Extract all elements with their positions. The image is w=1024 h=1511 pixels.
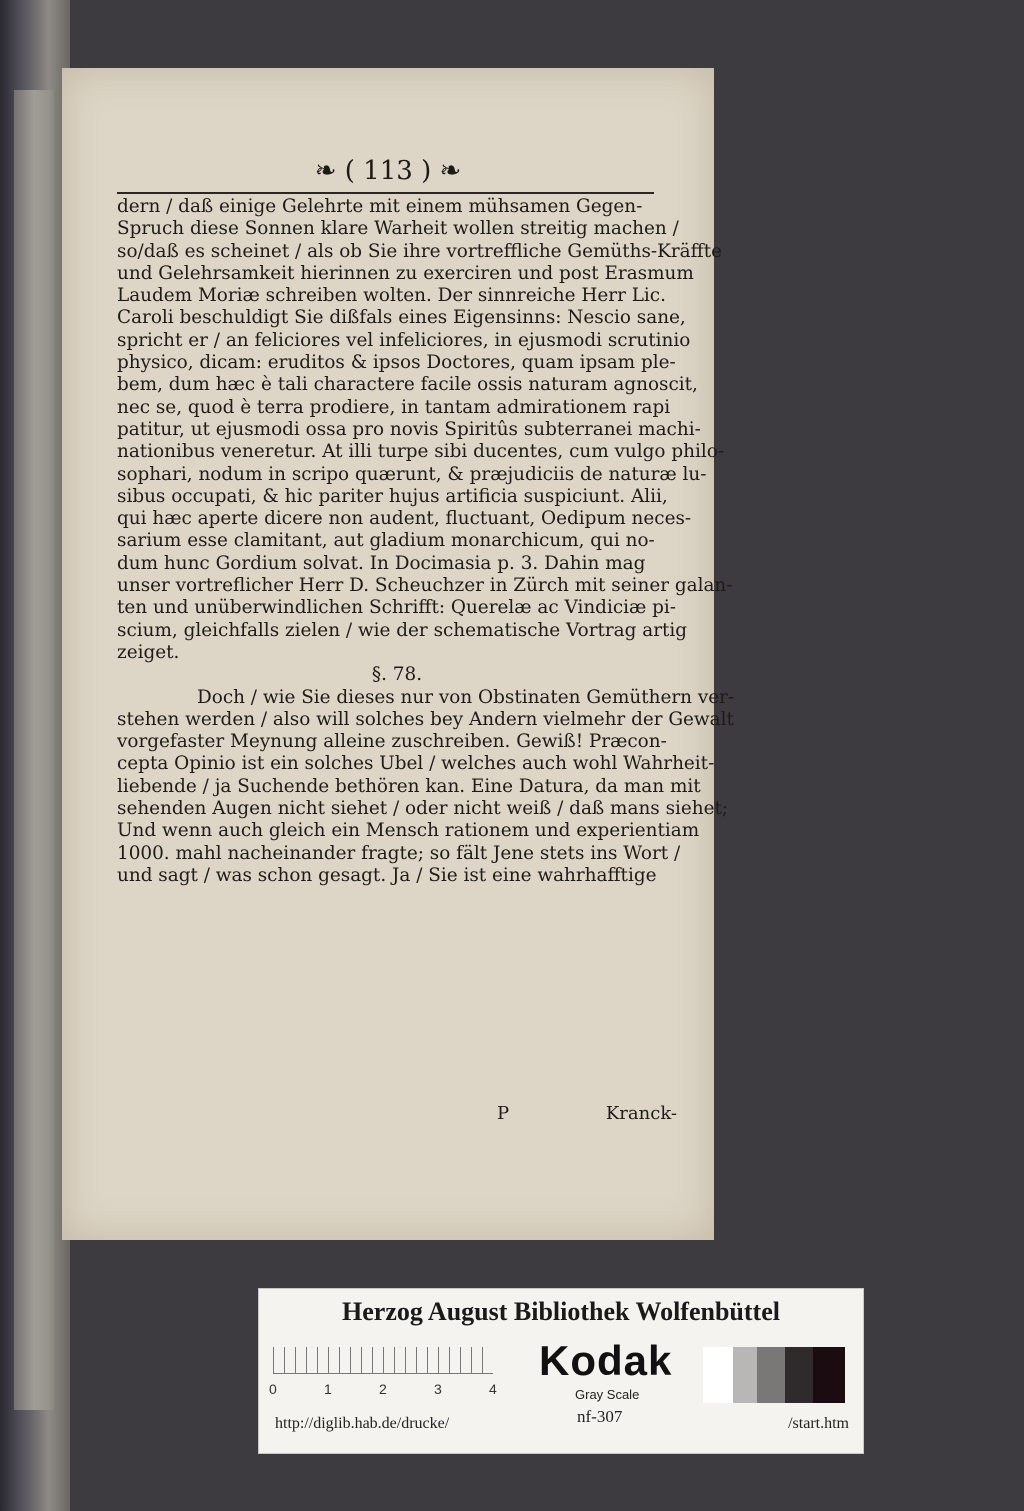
ruler-number: 1 bbox=[324, 1381, 332, 1397]
catchword: Kranck- bbox=[605, 1103, 677, 1124]
target-code: nf-307 bbox=[577, 1407, 623, 1426]
text-line: ten und unüberwindlichen Schrifft: Querelæ ac Vindiciæ pi- bbox=[117, 597, 677, 619]
text-line: dern / daß einige Gelehrte mit einem mühsamen Gegen- bbox=[117, 196, 643, 217]
url-right: /start.htm bbox=[788, 1415, 849, 1432]
text-line: sibus occupati, & hic pariter hujus artificia suspiciunt. Alii, bbox=[117, 485, 668, 507]
text-line: spricht er / an feliciores vel infeliciores, in ejusmodi scrutinio bbox=[117, 329, 691, 351]
adjacent-page-edge bbox=[0, 0, 70, 1511]
section-heading: §. 78. bbox=[371, 664, 423, 686]
text-line: Spruch diese Sonnen klare Warheit wollen streitig machen / bbox=[117, 218, 679, 240]
ruler-number: 0 bbox=[269, 1381, 277, 1397]
body-text bbox=[117, 196, 735, 887]
text-line: sarium esse clamitant, aut gladium monarchicum, qui no- bbox=[117, 530, 655, 552]
text-line: so/daß es scheinet / als ob Sie ihre vortreffliche Gemüths-Kräffte bbox=[117, 240, 722, 262]
text-line: bem, dum hæc è tali charactere facile ossis naturam agnoscit, bbox=[117, 374, 698, 396]
text-line: cepta Opinio ist ein solches Ubel / welches auch wohl Wahrheit- bbox=[117, 753, 715, 775]
text-line: nationibus veneretur. At illi turpe sibi ducentes, cum vulgo philo- bbox=[117, 441, 725, 463]
text-line: nec se, quod è terra prodiere, in tantam admirationem rapi bbox=[117, 396, 671, 418]
text-line: liebende / ja Suchende bethören kan. Eine Datura, da man mit bbox=[117, 775, 701, 797]
book-page bbox=[62, 68, 735, 1240]
text-line: Caroli beschuldigt Sie dißfals eines Eigensinns: Nescio sane, bbox=[117, 307, 686, 329]
text-line: patitur, ut ejusmodi ossa pro novis Spiritûs subterranei machi- bbox=[117, 418, 701, 440]
swatch bbox=[703, 1347, 733, 1403]
ruler-number: 4 bbox=[489, 1381, 497, 1397]
kodak-logo: Kodak bbox=[539, 1337, 673, 1384]
text-line: vorgefaster Meynung alleine zuschreiben. Gewiß! Præcon- bbox=[117, 731, 667, 753]
text-line: Und wenn auch gleich ein Mensch rationem und experientiam bbox=[117, 820, 700, 842]
text-line: zeiget. bbox=[117, 641, 180, 663]
text-line: dum hunc Gordium solvat. In Docimasia p. 3. Dahin mag bbox=[117, 552, 646, 574]
signature-mark: P bbox=[497, 1103, 510, 1124]
text-line: physico, dicam: eruditos & ipsos Doctores, quam ipsam ple- bbox=[117, 352, 676, 374]
library-name: Herzog August Bibliothek Wolfenbüttel bbox=[342, 1297, 780, 1326]
swatch bbox=[785, 1347, 813, 1403]
url-left: http://diglib.hab.de/drucke/ bbox=[275, 1415, 450, 1432]
page-number: ❧ ( 113 ) ❧ bbox=[314, 156, 462, 186]
gray-swatches bbox=[703, 1347, 845, 1403]
text-line: und Gelehrsamkeit hierinnen zu exerciren und post Erasmum bbox=[117, 262, 694, 284]
text-line: Doch / wie Sie dieses nur von Obstinaten Gemüthern ver- bbox=[197, 686, 735, 708]
swatch bbox=[733, 1347, 757, 1403]
color-target-card bbox=[258, 1288, 864, 1454]
text-line: sophari, nodum in scripo quærunt, & præjudiciis de naturæ lu- bbox=[117, 463, 707, 485]
text-line: 1000. mahl nacheinander fragte; so fält Jene stets ins Wort / bbox=[117, 842, 681, 864]
ruler-numbers bbox=[269, 1381, 509, 1401]
ruler-number: 2 bbox=[379, 1381, 387, 1397]
text-line: scium, gleichfalls zielen / wie der schematische Vortrag artig bbox=[117, 619, 688, 641]
text-line: sehenden Augen nicht siehet / oder nicht weiß / daß mans siehet; bbox=[117, 798, 729, 820]
gray-scale-label: Gray Scale bbox=[575, 1387, 640, 1402]
page-footer bbox=[117, 1103, 677, 1127]
header-rule bbox=[117, 192, 654, 194]
swatch bbox=[757, 1347, 785, 1403]
swatch bbox=[813, 1347, 845, 1403]
text-line: Laudem Moriæ schreiben wolten. Der sinnreiche Herr Lic. bbox=[117, 285, 666, 307]
text-line: und sagt / was schon gesagt. Ja / Sie ist eine wahrhafftige bbox=[117, 864, 657, 886]
ruler-scale bbox=[273, 1347, 493, 1374]
ruler-number: 3 bbox=[434, 1381, 442, 1397]
text-line: qui hæc aperte dicere non audent, fluctuant, Oedipum neces- bbox=[117, 508, 692, 530]
text-line: unser vortreflicher Herr D. Scheuchzer in Zürch mit seiner galan- bbox=[117, 575, 733, 597]
text-line: stehen werden / also will solches bey Andern vielmehr der Gewalt bbox=[117, 708, 734, 730]
